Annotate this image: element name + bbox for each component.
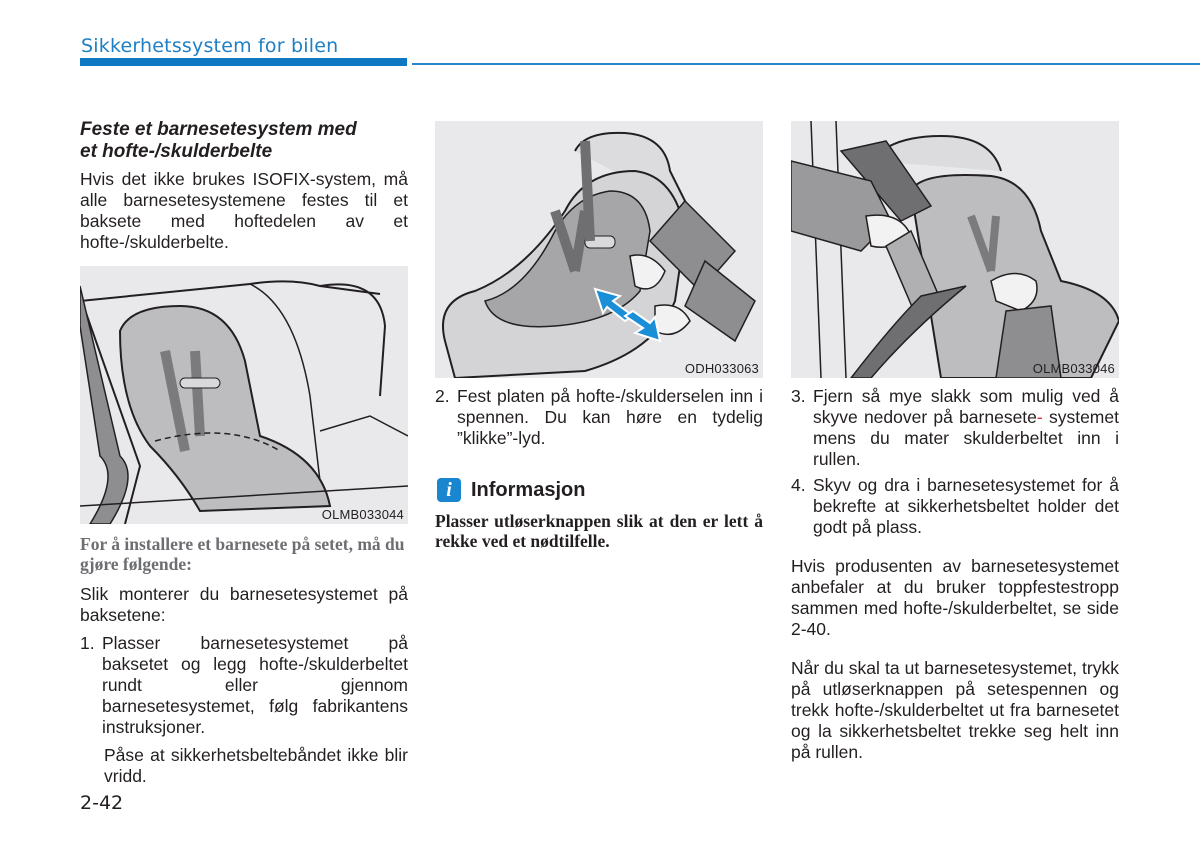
- step-1-note: Påse at sikkerhetsbeltebåndet ikke blir vridd.: [104, 745, 408, 786]
- info-text: Plasser utløserknappen slik at den er lett å rekke ved et nødtilfelle.: [435, 511, 763, 551]
- step-2-number: 2.: [435, 386, 450, 406]
- step-3-text-a: Fjern så mye slakk som mulig ved å skyve nedover på barnesete: [813, 386, 1119, 427]
- buckle-illustration: [435, 121, 763, 378]
- step-2-text: Fest platen på hofte-/skulderselen inn i spennen. Du kan høre en tydelig ”klikke”-lyd.: [457, 386, 763, 448]
- top-tether-paragraph: Hvis produsenten av barnesetesystemet anbefaler at du bruker toppfestestropp sammen med hofte-/skulderbeltet, se side 2-40.: [791, 556, 1119, 639]
- header-rule: [412, 63, 1200, 65]
- step-1-text: Plasser barnesetesystemet på baksetet og legg hofte-/skulderbeltet rundt eller gjennom barnesetesystemet, følg fabrikantens instruksjoner.: [102, 633, 408, 737]
- step-3: [791, 386, 1119, 470]
- info-header: [437, 478, 585, 502]
- figure-code: OLMB033044: [321, 507, 404, 522]
- section-title: [80, 119, 410, 163]
- info-icon: i: [437, 478, 461, 502]
- step-4: [791, 475, 1119, 538]
- removal-paragraph: Når du skal ta ut barnesetesystemet, trykk på utløserknappen på setespennen og trekk hofte-/skulderbeltet ut fra barnesetet og la sikkerhetsbeltet trekke seg helt inn på rullen.: [791, 658, 1119, 762]
- step-1: [80, 633, 408, 738]
- column-1-body: [80, 534, 408, 787]
- lead-paragraph: Slik monterer du barnesetesystemet på baksetene:: [80, 584, 408, 625]
- figure-remove-slack: [791, 121, 1119, 378]
- step-3-number: 3.: [791, 386, 806, 406]
- install-heading: For å installere et barnesete på setet, må du gjøre følgende:: [80, 534, 405, 574]
- step-3-text-b: systemet mens du mater skulderbeltet inn i rullen.: [813, 407, 1119, 469]
- section-title-line1: Feste et barnesetesystem med: [80, 119, 357, 140]
- figure-code: ODH033063: [684, 361, 759, 376]
- section-title-line2: et hofte-/skulderbelte: [80, 141, 273, 162]
- info-title: Informasjon: [471, 478, 586, 501]
- step-3-hyphen: -: [1036, 407, 1043, 427]
- step-4-number: 4.: [791, 475, 806, 495]
- figure-buckle-insertion: [435, 121, 763, 378]
- step-1-number: 1.: [80, 633, 95, 653]
- step-4-text: Skyv og dra i barnesetesystemet for å bekrefte at sikkerhetsbeltet holder det godt på plass.: [813, 475, 1119, 537]
- figure-child-seat-belt-routing: [80, 266, 408, 524]
- page-number: 2-42: [80, 792, 124, 814]
- column-3-body: [791, 386, 1119, 763]
- remove-slack-illustration: [791, 121, 1119, 378]
- column-2-body: [435, 386, 763, 449]
- step-2: [435, 386, 763, 449]
- child-seat-illustration: [80, 266, 408, 524]
- intro-paragraph: Hvis det ikke brukes ISOFIX-system, må alle barnesetesystemene festes til et baksete med hoftedelen av et hofte-/skulderbelte.: [80, 169, 408, 252]
- figure-code: OLMB033046: [1032, 361, 1115, 376]
- header-accent-bar: [80, 58, 407, 66]
- running-header-title: Sikkerhetssystem for bilen: [81, 35, 339, 57]
